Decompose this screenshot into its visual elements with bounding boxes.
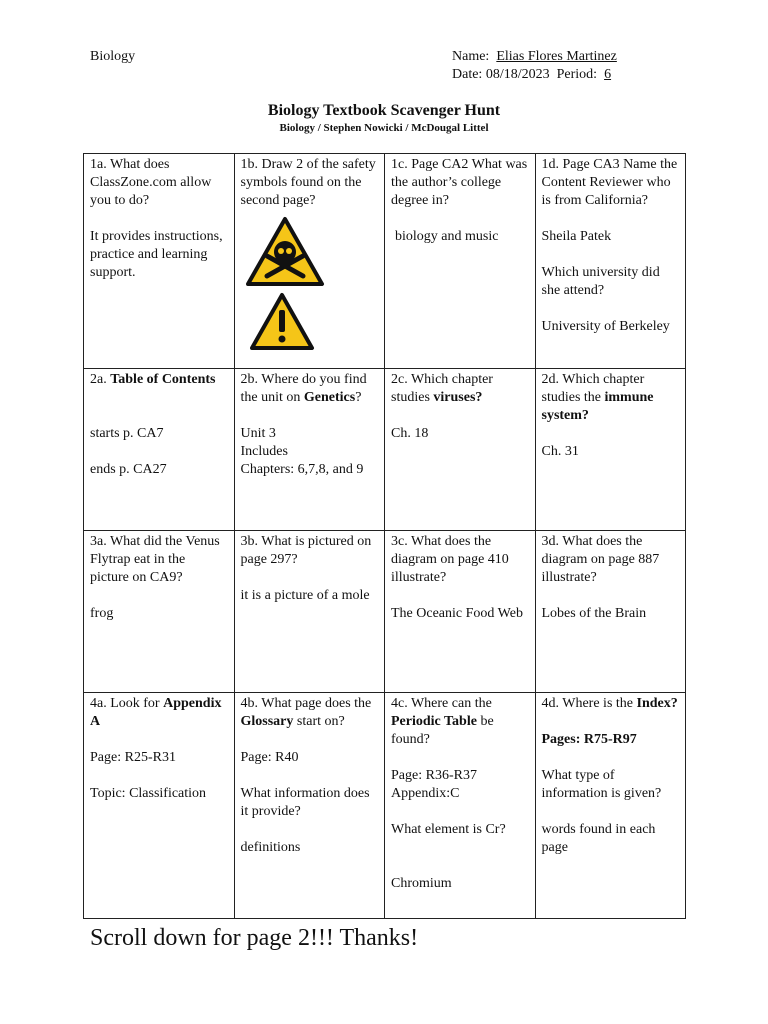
- question-text: 2a. Table of Contents: [90, 372, 216, 387]
- period-value: 6: [604, 67, 612, 82]
- question-text: 4c. Where can the Periodic Table be found?: [391, 696, 494, 747]
- cell-3a: [84, 531, 235, 693]
- answer-text: Page: R36-R37: [391, 768, 477, 783]
- cell-4c: [385, 693, 536, 919]
- question-text: 3a. What did the Venus Flytrap eat in the picture on CA9?: [90, 534, 220, 585]
- question-text: 3d. What does the diagram on page 887 illustrate?: [541, 534, 660, 585]
- cell-3c: [385, 531, 536, 693]
- question-text: 3c. What does the diagram on page 410 illustrate?: [391, 534, 509, 585]
- question-text: 2b. Where do you find the unit on Genetics?: [240, 372, 367, 405]
- answer-text: Chapters: 6,7,8, and 9: [240, 462, 364, 477]
- answer-text: Page: R25-R31: [90, 750, 176, 765]
- answer-text: Sheila Patek: [541, 229, 612, 244]
- cell-1a: [84, 154, 235, 369]
- question-text: What information does it provide?: [240, 786, 370, 819]
- question-text: 1a. What does ClassZone.com allow you to do?: [90, 157, 212, 208]
- answer-text: words found in each page: [541, 822, 656, 855]
- answer-text: Includes: [240, 444, 288, 459]
- question-text: What element is Cr?: [391, 822, 506, 837]
- answer-text: it is a picture of a mole: [240, 588, 370, 603]
- table-row: [84, 369, 686, 531]
- answer-text: It provides instructions, practice and learning support.: [90, 229, 223, 280]
- cell-2a: [84, 369, 235, 531]
- answer-text: Unit 3: [240, 426, 276, 441]
- date-value: 08/18/2023: [485, 67, 550, 82]
- date-label: Date:: [452, 67, 483, 82]
- period-label: Period:: [556, 67, 598, 82]
- cell-2d: [535, 369, 686, 531]
- question-text: 2c. Which chapter studies viruses?: [391, 372, 493, 405]
- subject-label: Biology: [90, 49, 136, 64]
- exclamation-warning-icon: [249, 292, 315, 352]
- cell-3d: [535, 531, 686, 693]
- cell-1b: [234, 154, 385, 369]
- name-line: [452, 48, 617, 66]
- answer-text: starts p. CA7: [90, 426, 164, 441]
- cell-4b: [234, 693, 385, 919]
- question-text: 2d. Which chapter studies the immune system?: [541, 372, 654, 423]
- answer-text: biology and music: [395, 229, 499, 244]
- cell-1c: [385, 154, 536, 369]
- question-text: 4b. What page does the Glossary start on?: [240, 696, 372, 729]
- question-text: 1c. Page CA2 What was the author’s college degree in?: [391, 157, 528, 208]
- page-subtitle: Biology / Stephen Nowicki / McDougal Littel: [279, 122, 489, 134]
- answer-text: The Oceanic Food Web: [391, 606, 523, 621]
- answer-text: University of Berkeley: [541, 319, 670, 334]
- answer-text: definitions: [240, 840, 301, 855]
- table-row: [84, 693, 686, 919]
- question-text: Which university did she attend?: [541, 265, 660, 298]
- answer-text: Lobes of the Brain: [541, 606, 647, 621]
- question-text: 1b. Draw 2 of the safety symbols found on the second page?: [240, 157, 376, 208]
- cell-4d: [535, 693, 686, 919]
- answer-text: Ch. 18: [391, 426, 429, 441]
- answer-text: Pages: R75-R97: [541, 732, 637, 747]
- cell-2c: [385, 369, 536, 531]
- cell-2b: [234, 369, 385, 531]
- answer-text: Topic: Classification: [90, 786, 207, 801]
- footer-note: Scroll down for page 2!!! Thanks!: [90, 925, 419, 951]
- answer-text: Chromium: [391, 876, 452, 891]
- answer-text: Appendix:C: [391, 786, 460, 801]
- question-text: 4a. Look for Appendix A: [90, 696, 222, 729]
- question-text: 1d. Page CA3 Name the Content Reviewer who is from California?: [541, 157, 678, 208]
- student-info: [452, 48, 617, 84]
- question-text: 4d. Where is the Index?: [541, 696, 678, 711]
- question-text: What type of information is given?: [541, 768, 662, 801]
- page-title: Biology Textbook Scavenger Hunt: [267, 102, 501, 119]
- cell-3b: [234, 531, 385, 693]
- table-row: [84, 531, 686, 693]
- cell-4a: [84, 693, 235, 919]
- date-line: [452, 66, 617, 84]
- answer-text: frog: [90, 606, 114, 621]
- answer-text: Page: R40: [240, 750, 299, 765]
- name-value: Elias Flores Martinez: [496, 49, 617, 64]
- skull-crossbones-hazard-icon: [245, 216, 325, 288]
- scavenger-hunt-table: [83, 153, 686, 919]
- cell-1d: [535, 154, 686, 369]
- question-text: 3b. What is pictured on page 297?: [240, 534, 372, 567]
- table-row: [84, 154, 686, 369]
- answer-text: Ch. 31: [541, 444, 579, 459]
- answer-text: ends p. CA27: [90, 462, 167, 477]
- name-label: Name:: [452, 49, 490, 64]
